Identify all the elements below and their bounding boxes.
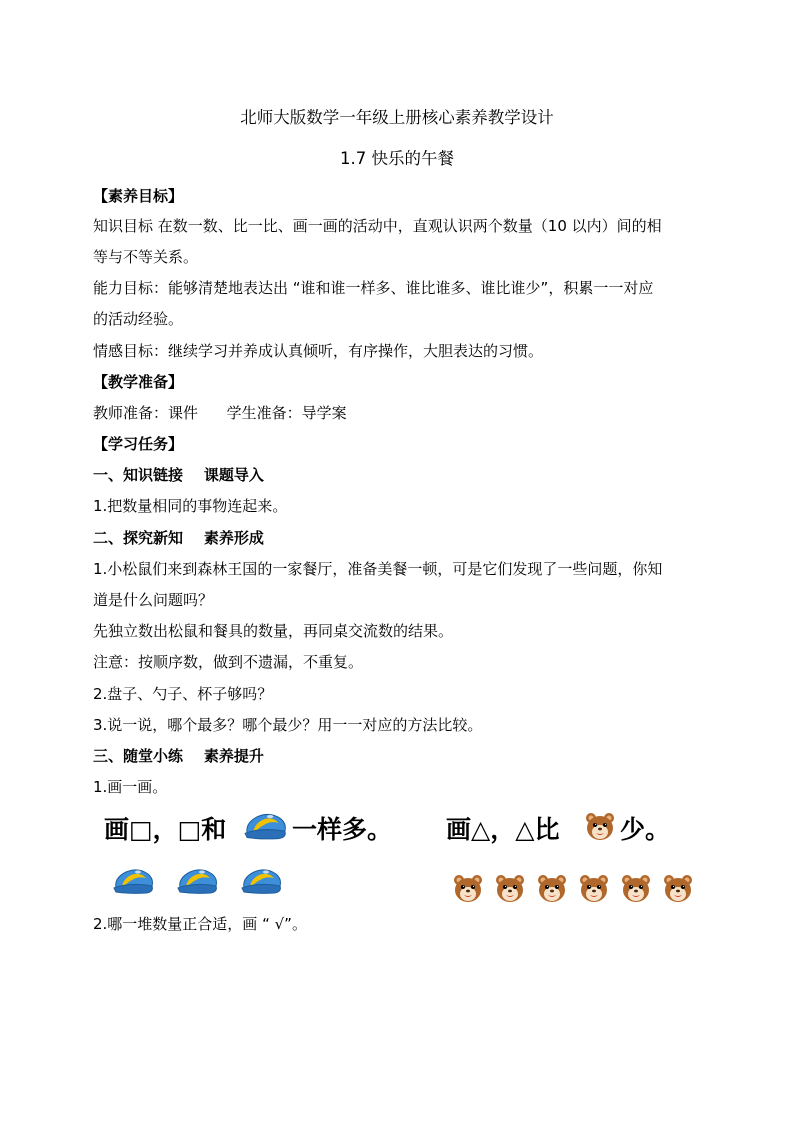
cap-icon — [176, 866, 220, 896]
exercise-right-suffix: 少。 — [620, 815, 671, 844]
part2-item1-line1: 1.小松鼠们来到森林王国的一家餐厅，准备美餐一顿，可是它们发现了一些问题，你知 — [93, 560, 663, 578]
exercise-right-prefix: 画△，△比 — [446, 815, 560, 844]
squirrel-icon — [577, 874, 611, 904]
document-title: 北师大版数学一年级上册核心素养教学设计 — [240, 108, 554, 127]
part1-heading: 一、知识链接 课题导入 — [93, 466, 264, 484]
prep-line: 教师准备：课件 学生准备：导学案 — [93, 404, 347, 422]
part2-note2: 注意：按顺序数，做到不遗漏，不重复。 — [93, 653, 364, 671]
part3-heading: 三、随堂小练 素养提升 — [93, 747, 264, 765]
part2-note1: 先独立数出松鼠和餐具的数量，再同桌交流数的结果。 — [93, 622, 454, 640]
squirrel-icon — [619, 874, 653, 904]
cap-icon — [243, 810, 289, 842]
goal-ability-line1: 能力目标：能够清楚地表达出 “谁和谁一样多、谁比谁多、谁比谁少”，积累一一对应 — [93, 279, 654, 297]
squirrel-icon — [493, 874, 527, 904]
squirrel-icon — [661, 874, 695, 904]
goal-knowledge-line2: 等与不等关系。 — [93, 248, 199, 266]
exercise-left-prefix: 画□，□和 — [104, 815, 227, 844]
section-goals-heading: 【素养目标】 — [93, 187, 184, 205]
goal-knowledge-line1: 知识目标 在数一数、比一比、画一画的活动中，直观认识两个数量（10 以内）间的相 — [93, 217, 662, 235]
squirrel-icon — [451, 874, 485, 904]
part2-item2: 2.盘子、勺子、杯子够吗？ — [93, 685, 273, 703]
squirrel-icon — [583, 812, 617, 842]
goal-ability-line2: 的活动经验。 — [93, 310, 184, 328]
part2-item1-line2: 道是什么问题吗？ — [93, 591, 214, 609]
lesson-title: 1.7 快乐的午餐 — [340, 149, 454, 168]
part2-heading: 二、探究新知 素养形成 — [93, 529, 264, 547]
goal-emotion-line: 情感目标：继续学习并养成认真倾听，有序操作，大胆表达的习惯。 — [93, 342, 544, 360]
exercise-left-suffix: 一样多。 — [292, 815, 393, 844]
part2-item3: 3.说一说，哪个最多？哪个最少？用一一对应的方法比较。 — [93, 716, 483, 734]
cap-icon — [240, 866, 284, 896]
squirrel-icon — [535, 874, 569, 904]
section-prep-heading: 【教学准备】 — [93, 373, 184, 391]
cap-icon — [112, 866, 156, 896]
section-tasks-heading: 【学习任务】 — [93, 435, 184, 453]
part3-item2: 2.哪一堆数量正合适，画 “ √”。 — [93, 915, 307, 933]
part3-item1: 1.画一画。 — [93, 778, 168, 796]
part1-item1: 1.把数量相同的事物连起来。 — [93, 497, 288, 515]
